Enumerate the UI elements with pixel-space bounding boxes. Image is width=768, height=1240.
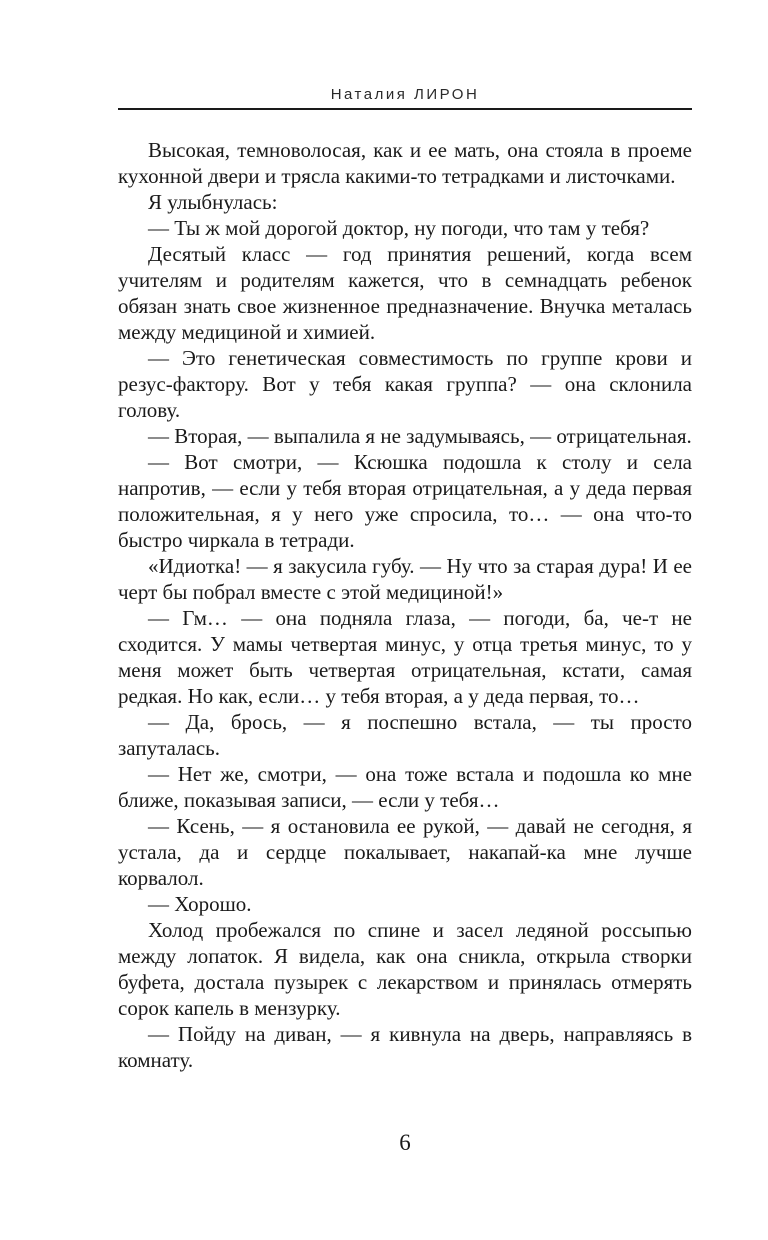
paragraph: — Вторая, — выпалила я не задумываясь, — отрицательная. bbox=[148, 424, 692, 448]
paragraph: — Вот смотри, — Ксюшка подошла к столу и села напротив, — если у тебя вторая отрицательная, а у деда первая положительная, я у него уже спросила, то… — она что-то быстро чиркала в тетради. bbox=[118, 450, 692, 552]
paragraph: Десятый класс — год принятия решений, когда всем учителям и родителям кажется, что в семнадцать ребенок обязан знать свое жизненное предназначение. Внучка металась между медициной и химией. bbox=[118, 242, 692, 344]
paragraph: «Идиотка! — я закусила губу. — Ну что за старая дура! И ее черт бы побрал вместе с этой медициной!» bbox=[118, 554, 692, 604]
paragraph: — Хорошо. bbox=[148, 892, 252, 916]
paragraph: Холод пробежался по спине и засел ледяной россыпью между лопаток. Я видела, как она сникла, открыла створки буфета, достала пузырек с лекарством и принялась отмерять сорок капель в мензурку. bbox=[118, 918, 692, 1020]
paragraph: — Ксень, — я остановила ее рукой, — давай не сегодня, я устала, да и сердце покалывает, накапай-ка мне лучше корвалол. bbox=[118, 814, 692, 890]
paragraph: — Пойду на диван, — я кивнула на дверь, направляясь в комнату. bbox=[118, 1022, 692, 1072]
paragraph: — Да, брось, — я поспешно встала, — ты просто запуталась. bbox=[118, 710, 692, 760]
paragraph: Высокая, темноволосая, как и ее мать, она стояла в проеме кухонной двери и трясла какими-то тетрадками и листочками. bbox=[118, 138, 692, 188]
paragraph: — Гм… — она подняла глаза, — погоди, ба, че-т не сходится. У мамы четвертая минус, у отца третья минус, то у меня может быть четвертая отрицательная, кстати, самая редкая. Но как, если… у тебя вторая, а у деда первая, то… bbox=[118, 606, 692, 708]
paragraph: — Нет же, смотри, — она тоже встала и подошла ко мне ближе, показывая записи, — если у тебя… bbox=[118, 762, 692, 812]
running-header-author: Наталия ЛИРОН bbox=[330, 86, 480, 103]
paragraph: — Это генетическая совместимость по группе крови и резус-фактору. Вот у тебя какая группа? — она склонила голову. bbox=[118, 346, 692, 422]
paragraph: Я улыбнулась: bbox=[148, 190, 278, 214]
header-rule bbox=[118, 108, 692, 110]
body-text bbox=[118, 137, 692, 1073]
page-number: 6 bbox=[399, 1130, 411, 1155]
paragraph: — Ты ж мой дорогой доктор, ну погоди, что там у тебя? bbox=[148, 216, 650, 240]
